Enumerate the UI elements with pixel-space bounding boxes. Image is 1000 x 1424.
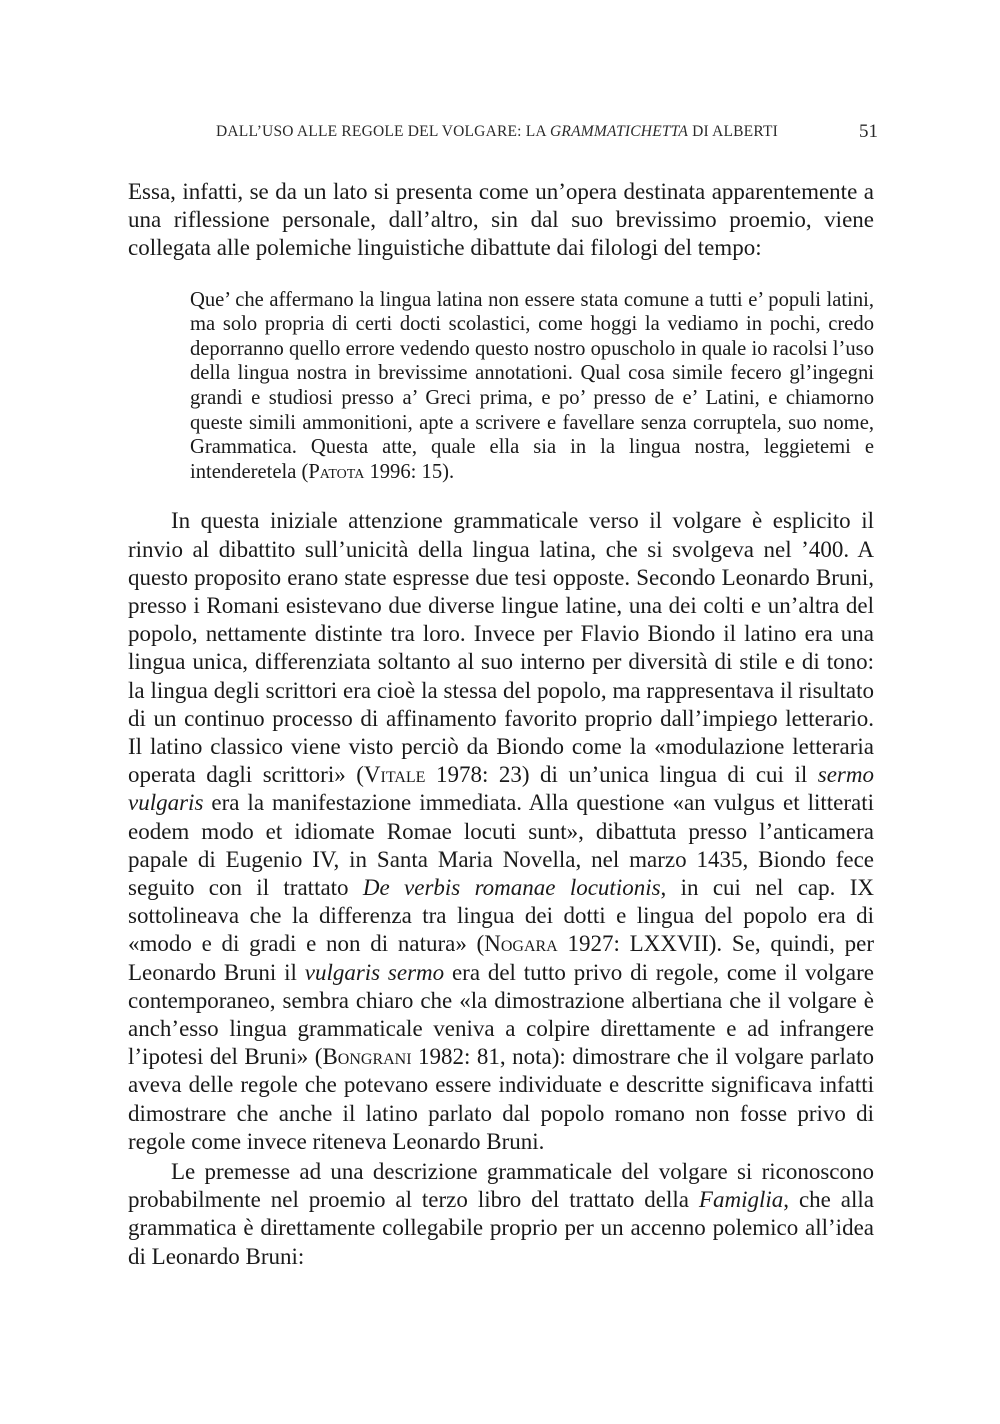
running-head (128, 121, 878, 145)
paragraph-debate: In questa iniziale attenzione grammaticale verso il volgare è esplicito il rinvio al dibattito sull’unicità della lingua latina, che si svolgeva nel ’400. A questo proposito erano state espresse due tesi opposte. Secondo Leonardo Bruni, presso i Romani esistevano due diverse lingue latine, una dei colti e un’altra del popolo, nettamente distinte tra loro. Invece per Flavio Biondo il latino era una lingua unica, differenziata soltanto al suo interno per diversità di stile e di tono: la lingua degli scrittori era cioè la stessa del popolo, ma rappresentava il risultato di un continuo processo di affinamento favorito proprio dall’impiego letterario. Il latino classico viene visto perciò da Biondo come la «modulazione letteraria operata dagli scrittori» (Vitale 1978: 23) di un’unica lingua di cui il sermo vulgaris era la manifestazione immediata. Alla questione «an vulgus et litterati eodem modo et idiomate Romae locuti sunt», dibattuta presso l’anticamera papale di Eugenio IV, in Santa Maria Novella, nel marzo 1435, Biondo fece seguito con il trattato De verbis romanae locutionis, in cui nel cap. IX sottolineava che la differenza tra lingua dei dotti e lingua del popolo era di «modo e di gradi e non di natura» (Nogara 1927: LXXVII). Se, quindi, per Leonardo Bruni il vulgaris sermo era del tutto privo di regole, come il volgare contemporaneo, sembra chiaro che «la dimostrazione albertiana che il volgare è anch’esso lingua grammaticale veniva a colpire direttamente e ad infrangere l’ipotesi del Bruni» (Bongrani 1982: 81, nota): dimostrare che il volgare parlato aveva delle regole che potevano essere individuate e descritte significava infatti dimostrare che anche il latino parlato dal popolo romano non fosse privo di regole come invece riteneva Leonardo Bruni. (128, 508, 874, 1154)
citation-author: Patota (308, 460, 365, 483)
citation-author: Bongrani (322, 1044, 412, 1070)
paragraph-premises: Le premesse ad una descrizione grammaticale del volgare si riconoscono probabilmente nel proemio al terzo libro del trattato della Famiglia, che alla grammatica è direttamente collegabile proprio per un accenno polemico all’idea di Leonardo Bruni: (128, 1159, 874, 1269)
running-head-title: DALL’USO ALLE REGOLE DEL VOLGARE: LA GRAMMATICHETTA DI ALBERTI (216, 123, 778, 140)
block-quotation: Que’ che affermano la lingua latina non essere stata comune a tutti e’ populi latini, ma solo propria di certi docti scolastici, come hoggi la vediamo in pochi, credo deporranno quello errore vedendo questo nostro opuscholo in quale io racolsi l’uso della lingua nostra in brevissime annotationi. Qual cosa simile fecero gl’ingegni grandi e studiosi presso a’ Greci prima, e po’ presso de e’ Latini, e chiamorno queste simili ammonitioni, apte a scrivere e favellare senza corruptela, suo nome, Grammatica. Questa atte, quale ella sia in la lingua nostra, leggietemi e intenderetela (Patota 1996: 15). (190, 288, 874, 483)
citation-author: Nogara (484, 931, 558, 957)
citation-author: Vitale (363, 762, 426, 788)
page-number: 51 (859, 121, 878, 142)
body-text (128, 178, 874, 1271)
paragraph-intro: Essa, infatti, se da un lato si presenta come un’opera destinata apparentemente a una riflessione personale, dall’altro, sin dal suo brevissimo proemio, viene collegata alle polemiche linguistiche dibattute dai filologi del tempo: (128, 179, 874, 261)
